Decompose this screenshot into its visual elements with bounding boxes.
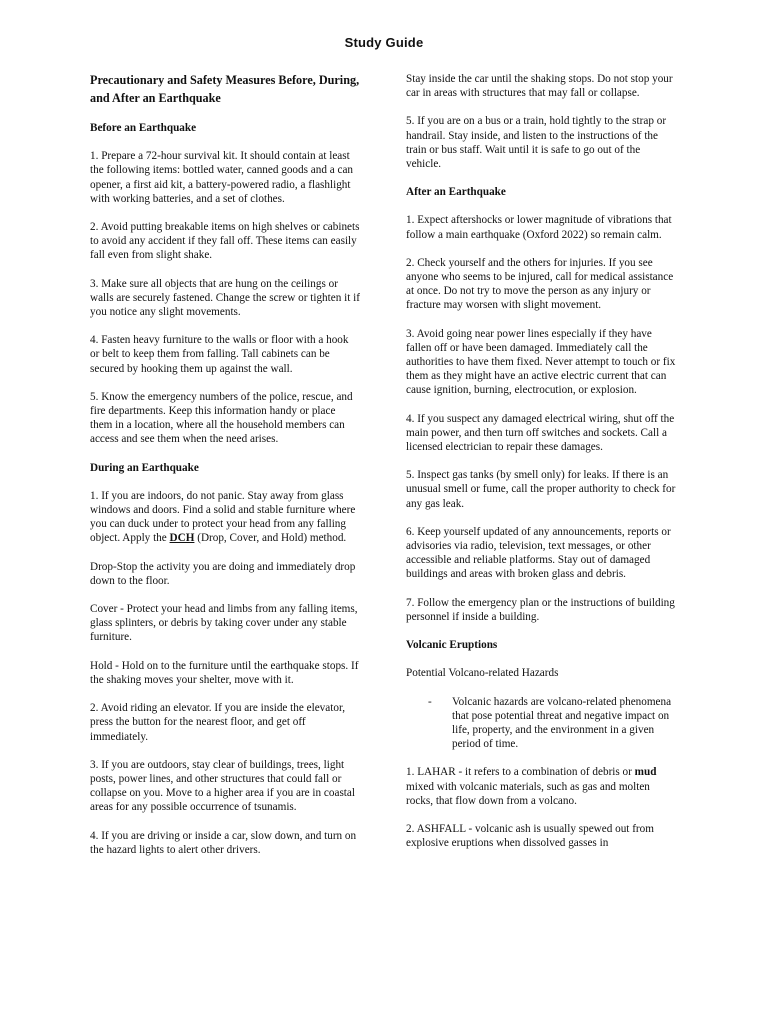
before-item-4: 4. Fasten heavy furniture to the walls or floor with a hook or belt to keep them from falling. Tall cabinets can be secured by hooking them up against the wall.: [90, 334, 349, 375]
before-item-3: 3. Make sure all objects that are hung on the ceilings or walls are securely fastened. Change the screw or tighten it if you notice any slight movements.: [90, 277, 360, 319]
during-item-4: 4. If you are driving or inside a car, slow down, and turn on the hazard lights to alert other drivers.: [90, 829, 357, 856]
lahar-bold-term: mud: [634, 766, 657, 779]
volcanic-subheading: Potential Volcano-related Hazards: [406, 667, 559, 680]
after-item-2: 2. Check yourself and the others for injuries. If you see anyone who seems to be injured, call for medical assistance at once. Do not try to move the person as any injury or fracture may worsen with slight movement.: [406, 256, 674, 312]
after-item-1: 1. Expect aftershocks or lower magnitude of vibrations that follow a main earthquake (Oxford 2022) so remain calm.: [406, 214, 672, 241]
lahar-item: [406, 765, 676, 808]
page-title: Study Guide: [344, 35, 424, 50]
lahar-text: 1. LAHAR - it refers to a combination of debris or: [406, 766, 635, 779]
before-earthquake-heading: Before an Earthquake: [90, 122, 197, 134]
before-item-2: 2. Avoid putting breakable items on high shelves or cabinets to avoid any accident if they fall off. These items can easily fall even from slight shake.: [90, 221, 360, 262]
ashfall-item: 2. ASHFALL - volcanic ash is usually spewed out from explosive eruptions when dissolved gasses in: [406, 822, 654, 850]
after-item-6: 6. Keep yourself updated of any announcements, reports or advisories via radio, television, text messages, or other accessible and reliable platforms. Stay out of damaged buildings and areas with broken glass and debris.: [406, 525, 671, 581]
left-column: [90, 72, 360, 871]
bullet-text: Volcanic hazards are volcano-related phenomena that pose potential threat and negative impact on life, property, and the environment in a given period of time.: [452, 695, 672, 751]
after-item-7: 7. Follow the emergency plan or the instructions of building personnel if inside a building.: [406, 596, 675, 623]
after-item-4: 4. If you suspect any damaged electrical wiring, shut off the main power, and then turn off switches and sockets. Call a licensed electrician to repair these damages.: [406, 412, 675, 454]
cover-step: Cover - Protect your head and limbs from any falling items, glass splinters, or debris by taking cover under any stable furniture.: [90, 603, 358, 644]
during-item-4-continued: Stay inside the car until the shaking stops. Do not stop your car in areas with structures that may fall or collapse.: [406, 73, 673, 100]
during-item-5: 5. If you are on a bus or a train, hold tightly to the strap or handrail. Stay inside, and listen to the instructions of the train or bus staff. Wait until it is safe to go out of the vehicle.: [406, 115, 667, 171]
dch-term: DCH: [169, 532, 195, 545]
drop-step: Drop-Stop the activity you are doing and immediately drop down to the floor.: [90, 560, 356, 587]
during-item-1: [90, 489, 360, 546]
volcanic-eruptions-heading: Volcanic Eruptions: [406, 639, 498, 652]
lahar-text-end: mixed with volcanic materials, such as gas and molten rocks, that flow down from a volcano.: [406, 780, 650, 807]
during-earthquake-heading: During an Earthquake: [90, 461, 199, 474]
after-item-3: 3. Avoid going near power lines especially if they have fallen off or have been damaged. Immediately call the authorities to have them fixed. Never attempt to touch or fix them as they might have an active electric current that can cause ignition, burning, electrocution, or explosion.: [406, 327, 676, 397]
during-item-1-text-end: (Drop, Cover, and Hold) method.: [194, 532, 347, 545]
during-item-2: 2. Avoid riding an elevator. If you are inside the elevator, press the button for the nearest floor, and get off immediately.: [90, 702, 346, 743]
volcanic-hazard-bullet: [406, 695, 676, 752]
main-heading: Precautionary and Safety Measures Before, During, and After an Earthquake: [90, 73, 360, 105]
before-item-1: 1. Prepare a 72-hour survival kit. It should contain at least the following items: bottled water, canned goods and a can opener, a first aid kit, a battery-powered radio, a flashlight with working batteries, and a set of clothes.: [90, 150, 354, 205]
during-item-1-text: 1. If you are indoors, do not panic. Stay away from glass windows and doors. Find a solid and stable furniture where you can duck under to protect your head from any falling object. Apply the: [90, 489, 356, 545]
bullet-dash: -: [428, 695, 432, 708]
before-item-5: 5. Know the emergency numbers of the police, rescue, and fire departments. Keep this information handy or place them in a location, where all the household members can access and see them when the need arises.: [90, 390, 353, 446]
during-item-3: 3. If you are outdoors, stay clear of buildings, trees, light posts, power lines, and other structures that could fall or collapse on you. Move to a higher area if you are in coastal areas for any possible occurrence of tsunamis.: [90, 758, 355, 814]
after-item-5: 5. Inspect gas tanks (by smell only) for leaks. If there is an unusual smell or fume, call the proper authority to check for any gas leak.: [406, 469, 676, 510]
after-earthquake-heading: After an Earthquake: [406, 186, 506, 199]
hold-step: Hold - Hold on to the furniture until the earthquake stops. If the shaking moves your shelter, move with it.: [90, 659, 359, 686]
right-column: [406, 72, 676, 864]
